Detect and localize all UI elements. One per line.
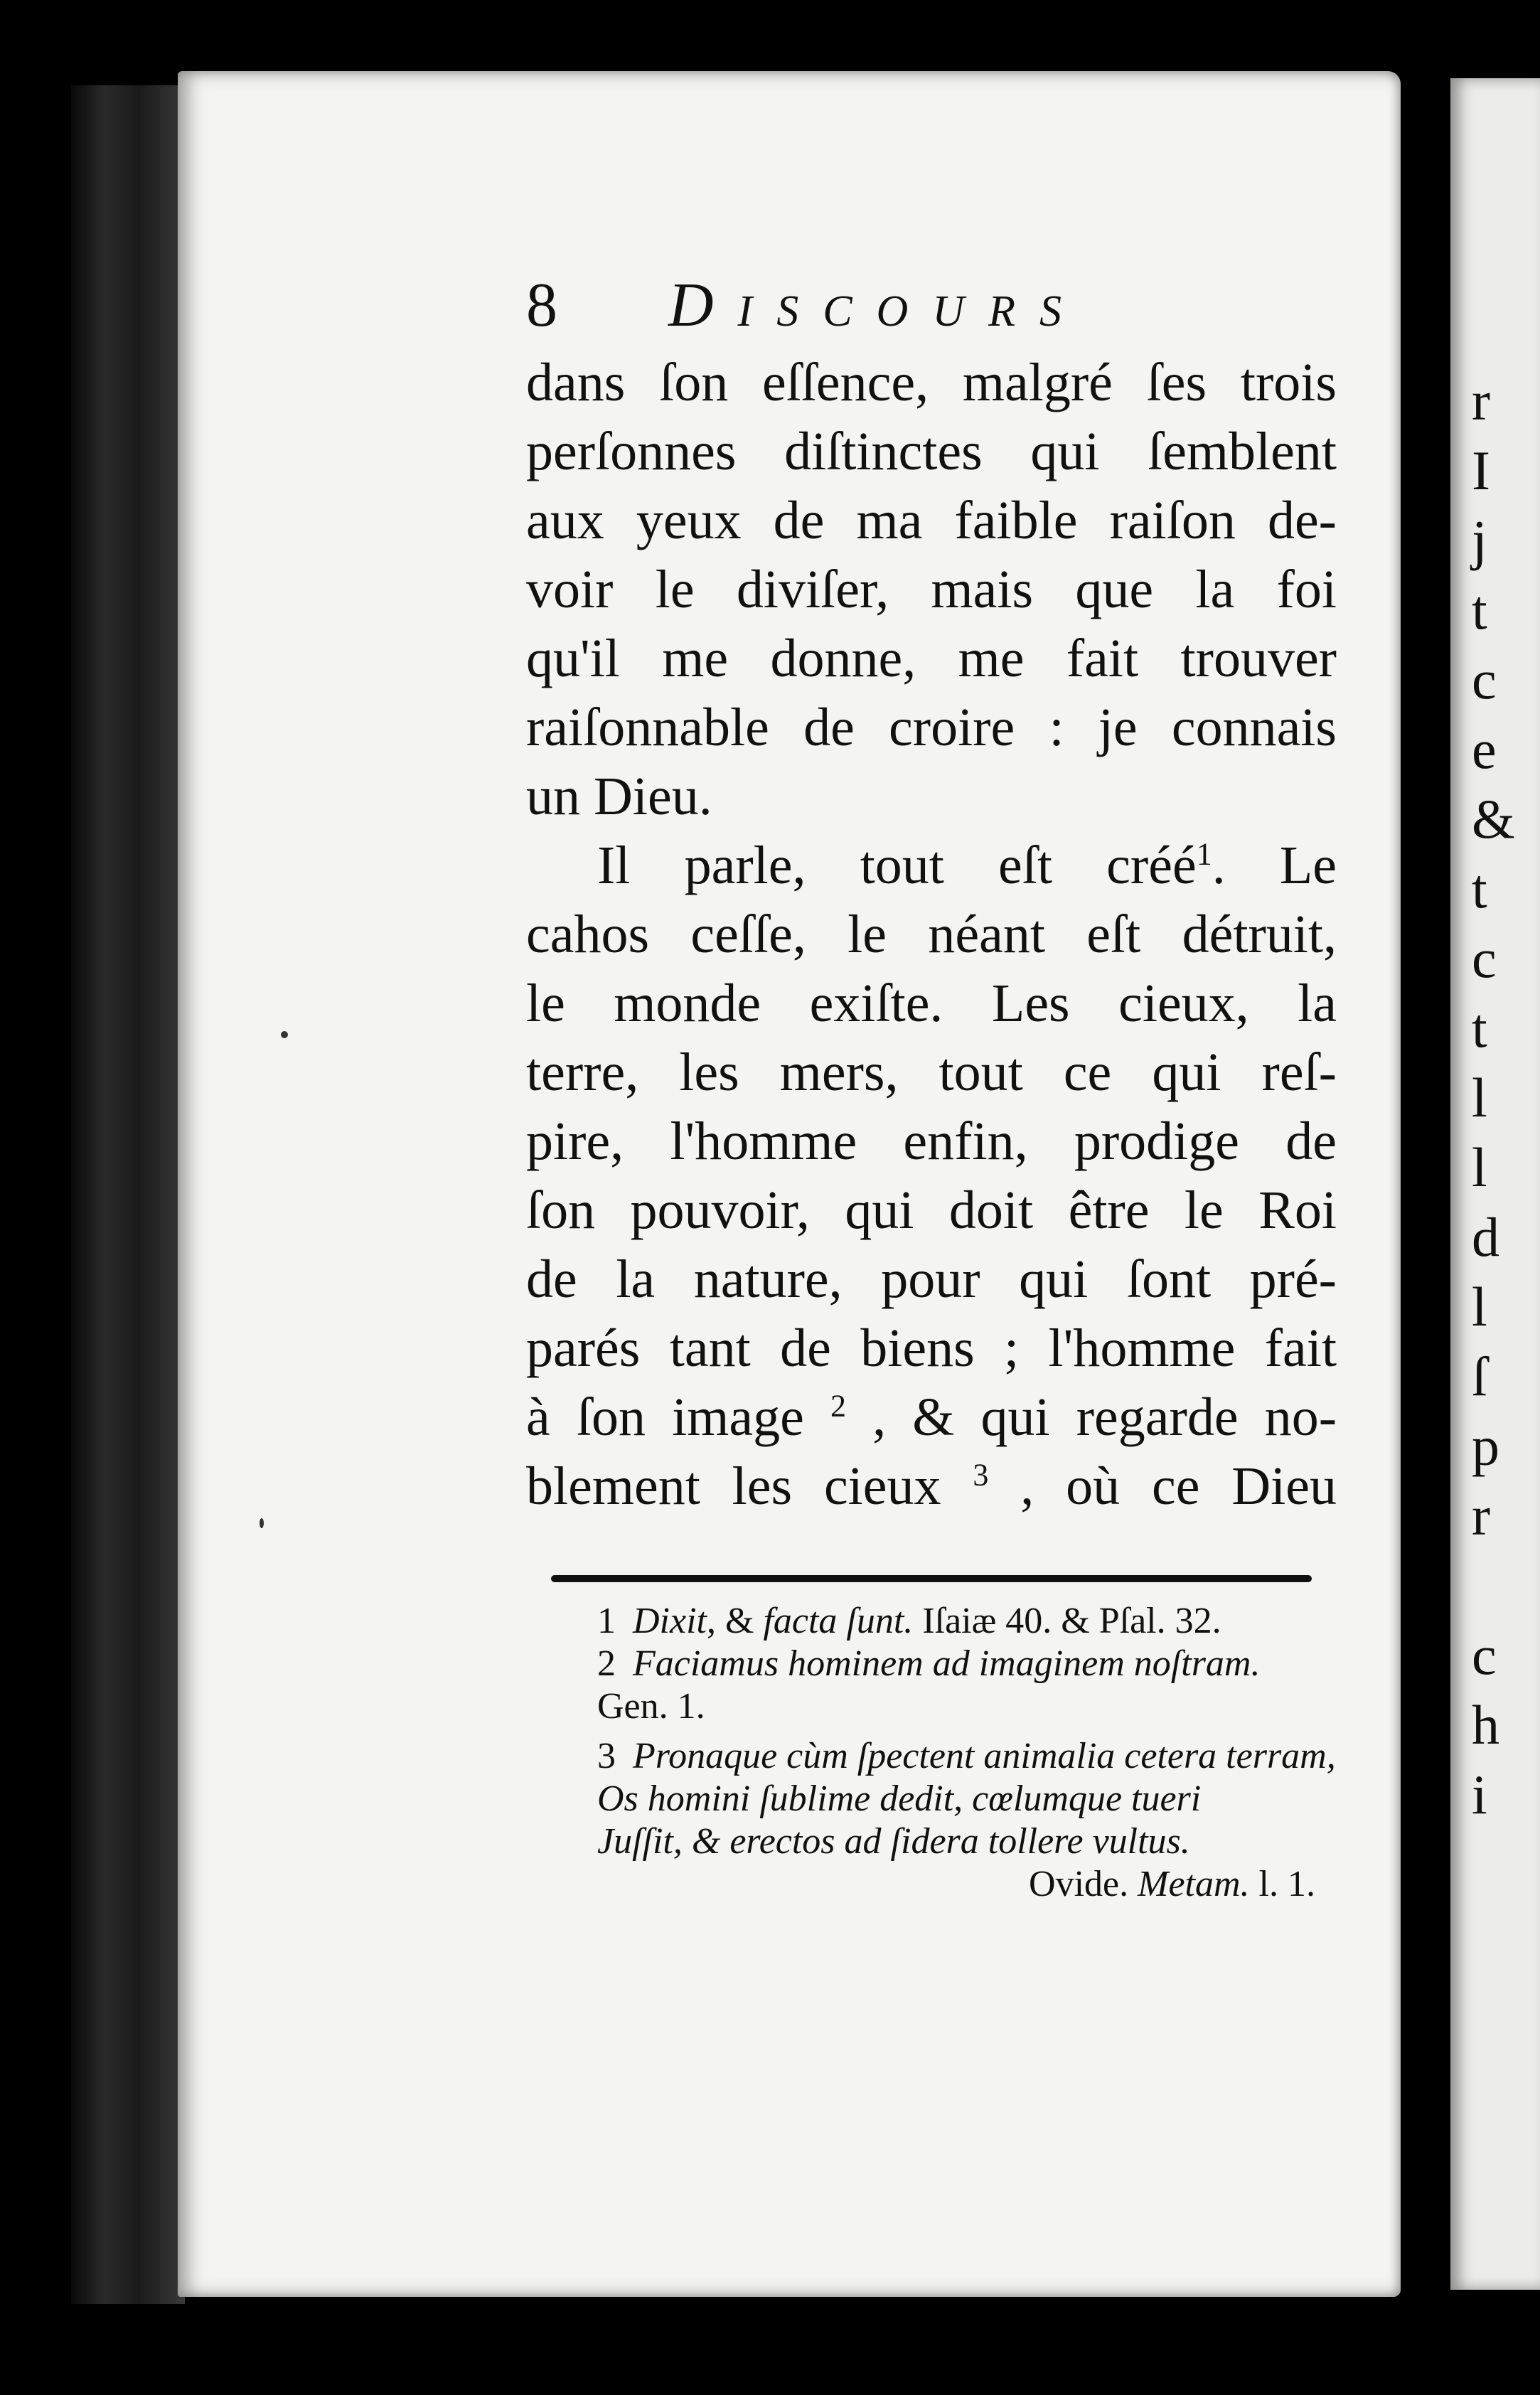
footnote-verse: Os homini ſublime dedit, cœlumque tueri — [597, 1778, 1202, 1819]
text-line: qu'il me donne, me fait trouver — [526, 629, 1337, 688]
text-line: pire, l'homme enfin, prodige de — [526, 1111, 1337, 1171]
text-line: cahos ceſſe, le néant eſt détruit, — [526, 905, 1337, 964]
facing-page-edge — [1450, 78, 1540, 2290]
text-line — [526, 1452, 1337, 1521]
text-line: raiſonnable de croire : je connais — [526, 698, 1337, 757]
footnote-continuation: Gen. 1. — [597, 1686, 705, 1727]
footnote-number: 1 — [597, 1601, 616, 1641]
paragraph-start-line — [526, 831, 1337, 900]
text-line: un Dieu. — [526, 767, 712, 826]
footnote-italic: facta ſunt. — [763, 1601, 914, 1641]
footnote-2 — [597, 1643, 1337, 1685]
source-italic: Metam. — [1138, 1864, 1250, 1904]
text-segment: , & qui regarde no- — [872, 1387, 1337, 1447]
footnote-1 — [597, 1600, 1337, 1643]
footnote-source — [597, 1863, 1337, 1906]
footnote-reference: 1 — [1196, 836, 1212, 872]
text-segment: blement les cieux — [526, 1456, 941, 1516]
paper-speck — [281, 1031, 288, 1038]
footnotes — [597, 1600, 1337, 1906]
footnote-3 — [597, 1735, 1337, 1778]
text-line: voir le diviſer, mais que la foi — [526, 560, 1337, 619]
text-segment: Il parle, tout eſt créé — [597, 836, 1197, 895]
text-segment: à ſon image — [526, 1387, 804, 1447]
text-line: perſonnes diſtinctes qui ſemblent — [526, 422, 1337, 481]
footnote-number: 3 — [597, 1736, 616, 1776]
footnote-reference: 2 — [830, 1388, 846, 1424]
footnote-verse: Juſſit, & erectos ad ſidera tollere vultus. — [597, 1821, 1190, 1862]
footnote-italic: Faciamus hominem ad imaginem noſtram. — [633, 1643, 1261, 1684]
text-segment: . Le — [1212, 836, 1337, 895]
footnote-text: , & — [706, 1601, 764, 1641]
text-line: dans ſon eſſence, malgré ſes trois — [526, 353, 1337, 412]
source-text: l. 1. — [1249, 1864, 1315, 1904]
text-line: aux yeux de ma faible raiſon de- — [526, 491, 1337, 550]
text-line — [526, 1383, 1337, 1452]
page-number: 8 — [526, 271, 557, 340]
running-head — [526, 270, 1351, 348]
text-line: ſon pouvoir, qui doit être le Roi — [526, 1180, 1337, 1240]
text-line: de la nature, pour qui ſont pré- — [526, 1249, 1337, 1309]
footnote-text: Iſaiæ 40. & Pſal. 32. — [913, 1601, 1221, 1641]
paper-speck — [260, 1518, 264, 1528]
footnote-reference: 3 — [973, 1457, 989, 1493]
facing-page-letters: r I j t c e & t c t l l d l ſ p r c h i — [1472, 370, 1515, 1825]
footnote-italic: Dixit — [633, 1601, 707, 1641]
footnote-number: 2 — [597, 1643, 616, 1684]
book-binding — [71, 85, 185, 2304]
body-text — [526, 348, 1337, 1521]
text-line: terre, les mers, tout ce qui reſ- — [526, 1042, 1337, 1102]
running-title: Discours — [668, 271, 1086, 340]
footnote-verse: Pronaque cùm ſpectent animalia cetera terram, — [633, 1736, 1336, 1776]
text-line: le monde exiſte. Les cieux, la — [526, 974, 1337, 1033]
footnote-rule — [551, 1575, 1312, 1582]
text-line: parés tant de biens ; l'homme fait — [526, 1318, 1337, 1378]
source-text: Ovide. — [1029, 1864, 1138, 1904]
text-segment: , où ce Dieu — [1020, 1456, 1337, 1516]
